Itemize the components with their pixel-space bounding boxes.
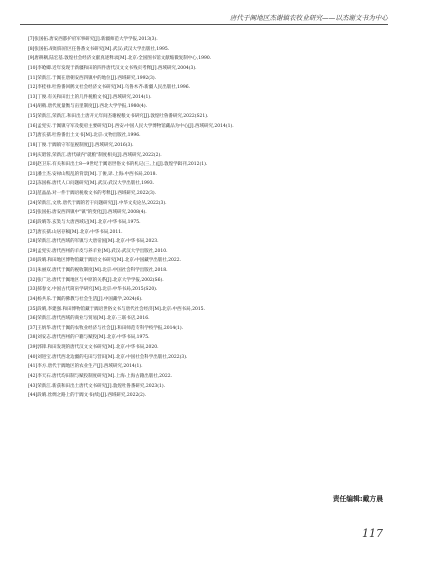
reference-item: [41]李方.唐代于阗地区的农业生产[J].西域研究,2014(1).: [28, 364, 143, 370]
responsible-editor: 责任编辑:戴方晨: [332, 495, 383, 503]
reference-item: [42]李天石.唐代均田制与赋役制度研究[M].上海:上海古籍出版社,2022.: [28, 373, 173, 379]
reference-item: [11]荣新江.于阗在唐朝安西四镇中的地位[J].西域研究,1992(3).: [28, 75, 157, 81]
reference-item: [23]范晶晶.对一件于阗语税收文书的考释[J].西域研究,2022(3).: [28, 191, 157, 196]
reference-item: [30]段晴.和田地区博物馆藏于阗语文书研究[M].北京:中国藏学出版社,2022.: [28, 258, 182, 264]
header-rule: [20, 24, 388, 25]
reference-item: [35]段晴,李建强.和田博物馆藏于阗语世俗文书与唐代社会经济[M].北京:中西书局,2015.: [28, 306, 205, 312]
reference-item: [19]庆昭蓉,荣新江.唐代碛内"就粮"制度相关[J].西域研究,2022(2).: [28, 152, 162, 158]
reference-item: [7]张国拓.唐安西都护府军事研究[J].新疆师范大学学报,2013(3).: [28, 37, 158, 42]
reference-item: [44]段晴.丝绸之路上的于阗文书(续)[J].西域研究,2022(2).: [28, 393, 147, 399]
page-number: 117: [362, 527, 383, 540]
reference-item: [12]李桂禄.吐鲁番回鹘文社会经济文书研究[M].乌鲁木齐:新疆人民出版社,1996.: [28, 85, 191, 91]
reference-item: [21]潘士杰.安禄山叛乱的背景[M].丁俊,译.上海:中西书局,2018.: [28, 171, 157, 177]
reference-item: [8]张国拓.胡垣阳府区任鲁番文书研究[M].武汉:武汉大学出版社,1995.: [28, 46, 170, 52]
reference-item: [29]孟宪实.唐代西州的羊皮与养羊业[M].武汉:武汉大学出版社,2010.: [28, 248, 168, 254]
reference-item: [38]刘安志.唐代西州的户籍与赋役[M].北京:中华书局,1975.: [28, 335, 150, 341]
reference-item: [16]孟宪实.于阗镇守军及使府主要研究[D].西安:中国人民大学博物馆藏品为中心[J].西域研究,2014(1).: [28, 123, 234, 129]
reference-item: [31]朱丽双.唐代于阗的税收制度[M].北京:中国社会科学出版社,2018.: [28, 268, 168, 273]
reference-item: [9]唐耕耦,陆宏基.敦煌社会经济文献真迹释录[M].北京:全国图书馆文献缩微复制中心,1990.: [28, 56, 212, 62]
running-header: 唐代于阗地区杰谢镇农牧业研究——以杰谢文书为中心: [229, 14, 388, 22]
reference-item: [13]丁俊.有关和田出土的几件税粮文书[J].西域研究,2014(1).: [28, 94, 152, 100]
reference-item: [22]冻国栋.唐代人口问题研究[M].武汉:武汉大学出版社,1993.: [28, 181, 155, 187]
reference-item: [15]荣新江,荣新江.和田出土唐开元年间杰谢税粮文书研究[J].敦煌吐鲁番研究,2022(S21).: [28, 114, 209, 119]
reference-item: [25]张国拓.唐安西四镇中"镇"的变化[J].西域研究,2008(4).: [28, 210, 147, 216]
reference-item: [20]赵卫东.有关和田出土8—9世纪于阗语世俗文书的札记(三,上)[J].敦煌学辑刊,2012(1).: [28, 162, 208, 168]
reference-item: [37]王炳华.唐代于阗的农牧业经济与社会[J].和田师范专科学校学报,2014(1).: [28, 325, 184, 331]
reference-item: [14]胡戟.唐代度量衡与亩里制度[J].西北大学学报,1980(4).: [28, 104, 148, 110]
reference-item: [34]杨共乐.于阗的佛教与社会生活[J].中国藏学,2024(6).: [28, 296, 143, 302]
reference-item: [10]李呛卿.近年发现于新疆和田的四件唐代汉文文书残页考释[J].西域研究,2004(3).: [28, 65, 197, 71]
reference-item: [24]荣新江,文欣.唐代于阗的若干问题研究[J].中华文史论丛,2022(3).: [28, 200, 167, 206]
reference-item: [28]荣新江.唐代西域的军镇与大唐帝国[M].北京:中华书局,2023.: [28, 239, 159, 245]
reference-item: [27]唐长孺.山居存稿[M].北京:中华书局,2011.: [28, 229, 123, 235]
reference-item: [43]荣新江.新获和田出土唐代文书研究[J].敦煌吐鲁番研究,2023(1).: [28, 383, 166, 389]
reference-item: [39]郭锋.和田发现的唐代汉文文书研究[M].北京:中华书局,2020.: [28, 345, 159, 350]
reference-item: [40]刘进宝.唐代西北边疆的屯田与营田[M].北京:中国社会科学出版社,2022(3).: [28, 354, 188, 360]
reference-item: [36]荣新江.唐代西域的商业与贸易[M].北京:三联书店,2016.: [28, 316, 150, 322]
reference-item: [18]丁俊.于阗镇守军征税制度[J].西域研究,2016(3).: [28, 142, 134, 148]
reference-item: [32]张广达.唐代于阗地区与中原的关系[J].北京大学学报,2002(S6).: [28, 277, 164, 283]
reference-list: [28, 35, 378, 401]
reference-item: [33]郝春文.中国古代简帛学研究[M].北京:中华书局,2015(S20).: [28, 287, 158, 293]
reference-item: [17]唐长孺.吐鲁番出土文书[M].北京:文物出版社,1996.: [28, 133, 141, 139]
reference-item: [26]段晴等.玄奘与大唐西域记[M].北京:中华书局,1975.: [28, 219, 141, 225]
